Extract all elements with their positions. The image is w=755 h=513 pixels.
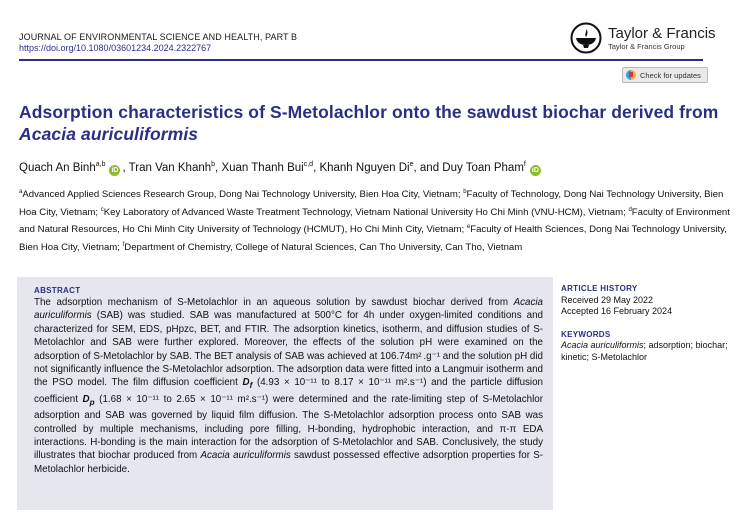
abstract-part: (4.93 × 10⁻¹¹ to 8.17 × 10⁻¹¹ m².s⁻¹) and the particle diffusion coefficient	[34, 377, 544, 405]
check-for-updates-button[interactable]	[622, 67, 708, 83]
abstract-part: (1.68 × 10⁻¹¹ to 2.65 × 10⁻¹¹ m².s⁻¹) were determined and the rate-limiting step of S-Metolachlor adsorption and SAB was governed by liquid film diffusion. The S-Metolachlor adsorption process onto SAB was controlled by multiple mechanisms, including pore filling, H-bonding, hydrophobic interaction, and π-π EDA interactions. H-bonding is the main interaction for the adsorption of S-Metolachlor and SAB. Conclusively, the study illustrates that biochar produced from	[34, 393, 543, 462]
received-date: Received 29 May 2022	[561, 294, 654, 305]
abstract-species: Acacia auriculiformis	[34, 297, 543, 322]
abstract-box	[17, 277, 553, 510]
author-affiliation-marker: e	[409, 161, 414, 168]
author-separator: ,	[215, 162, 222, 174]
affiliation-key: c	[100, 206, 104, 213]
author-name[interactable]: Khanh Nguyen Di	[319, 162, 410, 174]
orcid-icon[interactable]: iD	[111, 167, 119, 174]
lamp-icon	[570, 22, 602, 54]
affiliation-text: Advanced Applied Sciences Research Group, Dong Nai Technology University, Bien Hoa City, Vietnam;	[22, 189, 464, 201]
affiliation-key: f	[122, 242, 125, 249]
affiliation-text: Key Laboratory of Advanced Waste Treatment Technology, Vietnam National University Ho Chi Minh (VNU-HCM), Vietnam;	[103, 206, 629, 218]
keywords	[561, 340, 741, 363]
header-rule	[19, 59, 703, 61]
abstract-species: Acacia auriculiformis	[200, 450, 291, 462]
author-name[interactable]: Tran Van Khanh	[128, 162, 212, 174]
journal-name: JOURNAL OF ENVIRONMENTAL SCIENCE AND HEALTH, PART B	[19, 32, 298, 42]
author-name[interactable]: Quach An Binh	[19, 162, 96, 174]
author-affiliation-marker: a,b	[95, 161, 106, 168]
author-affiliation-marker: f	[523, 161, 526, 168]
article-title	[19, 101, 719, 145]
author-name[interactable]: Xuan Thanh Bui	[221, 162, 304, 174]
affiliation-key: e	[466, 224, 471, 231]
history-heading: ARTICLE HISTORY	[561, 284, 638, 293]
author-list	[19, 161, 543, 176]
abstract-text	[34, 296, 543, 476]
affiliation-text: Faculty of Environment and Natural Resources, Ho Chi Minh City University of Technology (HCMUT), Ho Chi Minh City, Vietnam;	[19, 206, 730, 236]
affiliation-key: d	[628, 206, 632, 213]
affiliation-key: b	[463, 189, 467, 195]
publisher-logo[interactable]	[570, 22, 716, 54]
abstract-part: (SAB) was studied. SAB was manufactured at 500°C for 4h under oxygen-limited conditions and characterized for SEM, EDS, pHpzc, BET, and FTIR. The adsorption kinetics, isotherm, and diffusion studies of S-Metolachlor and SAB were further explored. Moreover, the effects of the solution pH were examined on the adsorption of S-Metolachlor by SAB. The BET analysis of SAB was achieved at 106.74m² .g⁻¹ and the solution pH did not significantly influence the S-Metolachlor adsorption. The adsorption data were fitted into a Langmuir isotherm and the PSO model. The film diffusion coefficient	[34, 310, 543, 389]
df-subscript: f	[249, 381, 253, 391]
article-sidebar	[561, 283, 741, 364]
affiliation-text: Faculty of Technology, Dong Nai Technology University, Bien Hoa City, Vietnam;	[19, 189, 724, 218]
crossmark-icon	[626, 70, 636, 80]
dp-subscript: p	[89, 397, 95, 407]
dp-symbol: D	[82, 393, 90, 405]
title-text: Adsorption characteristics of S-Metolachlor onto the sawdust biochar derived from	[19, 102, 719, 122]
df-symbol: D	[242, 377, 250, 389]
abstract-part: sawdust possessed effective adsorption properties for S-Metolachlor herbicide.	[34, 450, 543, 475]
orcid-icon[interactable]: iD	[531, 167, 539, 174]
check-for-updates-label: Check for updates	[640, 70, 701, 80]
keywords-heading: KEYWORDS	[561, 329, 611, 339]
keywords-list: ; adsorption; biochar; kinetic; S-Metolachlor	[561, 340, 728, 362]
author-affiliation-marker: c,d	[303, 161, 314, 168]
accepted-date: Accepted 16 February 2024	[561, 306, 673, 317]
abstract-part: The adsorption mechanism of S-Metolachlor in an aqueous solution by sawdust biochar derived from	[34, 297, 514, 308]
publisher-group: Taylor & Francis Group	[608, 41, 685, 51]
affiliation-text: Department of Chemistry, College of Natural Sciences, Can Tho University, Can Tho, Vietnam	[124, 242, 523, 254]
affiliation-key: a	[19, 189, 23, 195]
author-separator: ,	[122, 162, 129, 174]
doi-link[interactable]: https://doi.org/10.1080/03601234.2024.2322767	[19, 43, 212, 53]
keyword-species: Acacia auriculiformis	[561, 340, 644, 351]
author-separator: , and	[413, 162, 443, 174]
affiliations	[19, 185, 731, 256]
abstract-heading: ABSTRACT	[34, 286, 81, 295]
title-species: Acacia auriculiformis	[19, 124, 199, 144]
author-separator: ,	[313, 162, 320, 174]
author-affiliation-marker: b	[211, 161, 216, 168]
publisher-name: Taylor & Francis	[608, 24, 716, 42]
author-name[interactable]: Duy Toan Pham	[442, 162, 524, 174]
affiliation-text: Faculty of Health Sciences, Dong Nai Technology University, Bien Hoa City, Vietnam;	[19, 224, 727, 254]
